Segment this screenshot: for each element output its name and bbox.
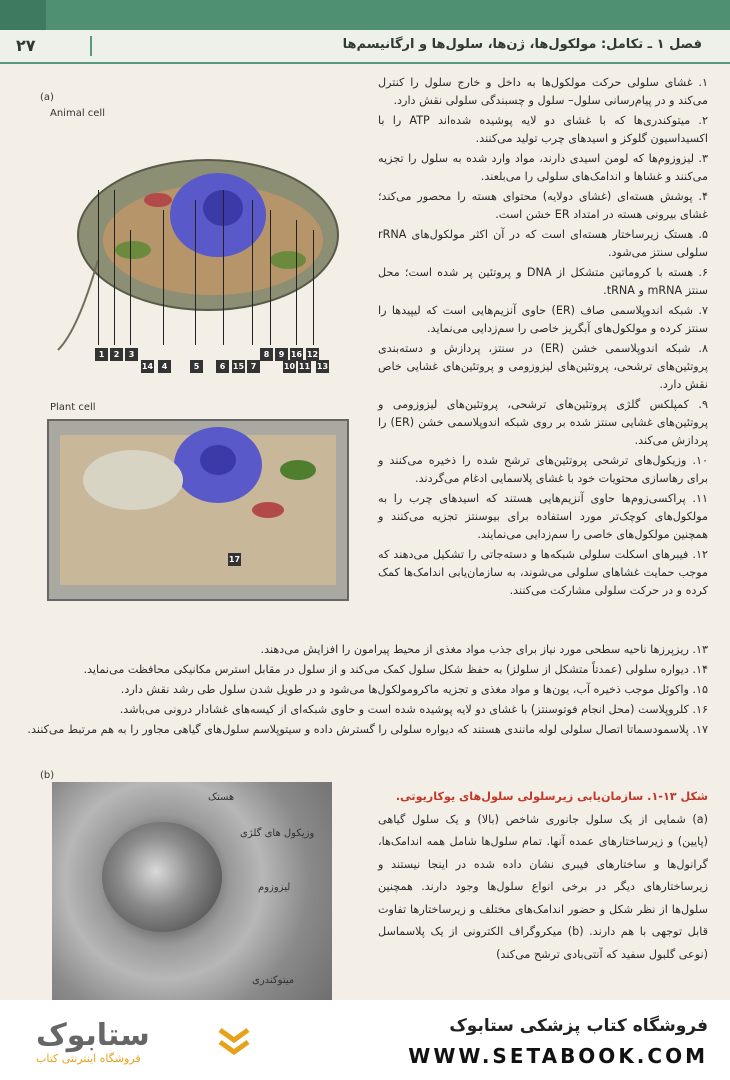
chapter-title: فصل ۱ ـ تکامل: مولکول‌ها، ژن‌ها، سلول‌ها و ارگانیسم‌ها xyxy=(342,37,702,52)
top-band xyxy=(0,0,730,30)
store-footer xyxy=(0,1000,730,1080)
store-logo-subtitle: فروشگاه اینترنتی کتاب xyxy=(36,1052,141,1065)
label-golgi-vesicles: وزیکول های گلژی xyxy=(240,828,315,839)
chevron-logo-icon xyxy=(216,1022,252,1058)
list-item: ۱۷. پلاسمودسماتا اتصال سلولی لوله مانندی هستند که دیواره سلولی را گسترش داده و سیتوپلاسم سلول‌های گیاهی مجاور را به هم مرتبط می‌کنند. xyxy=(27,723,708,736)
leader-8 xyxy=(270,210,271,345)
list-item: ۱۵. واکوئل موجب ذخیره آب، یون‌ها و مواد مغذی و تجزیه ماکرومولکول‌ها می‌شود و در طویل شدن سلول طی رشد نقش دارد. xyxy=(120,683,708,696)
leader-1 xyxy=(98,190,99,345)
organelle-list-continued xyxy=(27,640,708,740)
spine xyxy=(0,0,46,30)
caption-body: (a) شمایی از یک سلول جانوری شاخص (بالا) و یک سلول گیاهی (پایین) و زیرساختارهای عمده آنها. تمام سلول‌ها شامل همه اندامک‌ها، گرانول‌ها و ساختارهای فیبری نشان داده شده در اینجا نیستند و زیرساختارهای دیگر در برخی انواع سلول‌ها وجود دارند. همچنین سلول‌ها از نظر شکل و حضور اندامک‌های مختلف و زیرساختارها تفاوت قابل توجهی با هم دارند. (b) میکروگراف الکترونی از یک پلاسماسل (نوعی گلبول سفید که آنتی‌بادی ترشح می‌کند) xyxy=(378,812,708,961)
label-box-1: 1 xyxy=(95,348,108,361)
list-item: ۱۲. فیبرهای اسکلت سلولی شبکه‌ها و دسته‌جاتی را تشکیل می‌دهند که موجب حمایت غشاهای سلولی می‌شوند، به سازمان‌یابی اندامک‌ها کمک کرده و در حرکت سلولی مشارکت می‌کنند. xyxy=(378,548,708,597)
micrograph-nucleus xyxy=(102,822,222,932)
label-box-17: 17 xyxy=(228,555,241,564)
label-box-6: 6 xyxy=(216,360,229,373)
list-item: ۸. شبکه اندوپلاسمی خشن (ER) در سنتز، پردازش و دسته‌بندی پروتئین‌های ترشحی، پروتئین‌های لیزوزومی و پروتئین‌های غشایی خاص نقش دارد. xyxy=(378,342,708,391)
shop-name: فروشگاه کتاب پزشکی ستابوک xyxy=(449,1016,708,1036)
plant-nucleolus xyxy=(200,445,236,475)
page-header xyxy=(0,30,730,64)
list-item: ۵. هستک زیرساختار هسته‌ای است که در آن اکثر مولکول‌های rRNA سلولی سنتز می‌شود. xyxy=(378,228,708,259)
label-box-8: 8 xyxy=(260,348,273,361)
leader-10 xyxy=(313,230,314,345)
leader-4 xyxy=(163,210,164,345)
leader-3 xyxy=(130,230,131,345)
figure-b xyxy=(40,770,335,1000)
mitochondrion-a1 xyxy=(115,241,151,259)
vacuole xyxy=(83,450,183,510)
label-box-12: 12 xyxy=(306,350,319,359)
list-item: ۱۰. وزیکول‌های ترشحی پروتئین‌های ترشح شده را ذخیره می‌کنند و برای رهاسازی محتویات خود با غشای پلاسمایی ادغام می‌گردند. xyxy=(378,454,708,485)
label-box-5: 5 xyxy=(190,360,203,373)
list-item: ۱۶. کلروپلاست (محل انجام فوتوسنتز) با غشای دو لایه پوشیده شده است و حاوی شبکه‌ای از کیسه‌های غشادار درونی می‌باشد. xyxy=(119,703,708,716)
store-logo[interactable]: ستابوک xyxy=(36,1018,150,1053)
label-box-10: 10 xyxy=(283,362,296,371)
page-number: ۲۷ xyxy=(16,36,36,55)
list-item: ۱. غشای سلولی حرکت مولکول‌ها به داخل و خارج سلول را کنترل می‌کند و در پیام‌رسانی سلول– سلول و چسبندگی سلولی نقش دارد. xyxy=(378,76,708,107)
list-item: ۹. کمپلکس گلژی پروتئین‌های ترشحی، پروتئین‌های لیزوزومی و پروتئین‌های غشایی سنتز شده بر روی شبکه اندوپلاسمی خشن (ER) را پردازش می‌کند. xyxy=(378,398,708,447)
flagellum xyxy=(58,260,98,350)
shop-url[interactable]: WWW.SETABOOK.COM xyxy=(408,1044,708,1068)
lysosome-p xyxy=(252,502,284,518)
label-box-3: 3 xyxy=(125,348,138,361)
animal-cell-label: Animal cell xyxy=(50,108,105,119)
figure-caption xyxy=(378,786,708,966)
label-box-13: 13 xyxy=(316,362,329,371)
list-item: ۱۴. دیواره سلولی (عمدتاً متشکل از سلولز) به حفظ شکل سلول کمک می‌کند و از سلول در مقابل استرس مکانیکی محافظت می‌نماید. xyxy=(83,663,708,676)
leader-7 xyxy=(252,200,253,345)
label-box-14: 14 xyxy=(141,362,154,371)
list-item: ۶. هسته با کروماتین متشکل از DNA و پروتئین پر شده است؛ محل سنتز mRNA و tRNA. xyxy=(378,266,708,297)
list-item: ۷. شبکه اندوپلاسمی صاف (ER) حاوی آنزیم‌هایی است که لیپیدها را سنتز کرده و مولکول‌های آبگریز خاصی را سم‌زدایی می‌نماید. xyxy=(378,304,708,335)
leader-9 xyxy=(296,220,297,345)
label-box-7: 7 xyxy=(247,360,260,373)
label-mitochondria: میتوکندری xyxy=(252,975,295,986)
list-item: ۲. میتوکندری‌ها که با غشای دو لایه پوشیده شده‌اند ATP را با اکسیداسیون گلوکز و اسیدهای چرب تولید می‌کنند. xyxy=(378,114,708,145)
leader-5 xyxy=(195,200,196,345)
leader-6 xyxy=(223,190,224,345)
list-item: ۱۳. ریزپرزها ناحیه سطحی مورد نیاز برای جذب مواد مغذی از محیط پیرامون را افزایش می‌دهند. xyxy=(260,643,708,656)
label-lysosome: لیزوزوم xyxy=(258,882,291,893)
label-box-11: 11 xyxy=(298,362,311,371)
figure-b-panel-label: (b) xyxy=(40,770,55,781)
label-box-15: 15 xyxy=(232,362,245,371)
mitochondrion-a2 xyxy=(270,251,306,269)
caption-title: شکل ۱۳-۱. سازمان‌یابی زیرسلولی سلول‌های یوکاریوتی. xyxy=(395,790,708,803)
leader-2 xyxy=(114,190,115,345)
list-item: ۴. پوشش هسته‌ای (غشای دولایه) محتوای هسته را محصور می‌کند؛ غشای بیرونی هسته در امتداد ER خشن است. xyxy=(378,190,708,221)
label-nucleolus: هستک xyxy=(208,792,235,803)
organelle-list xyxy=(378,74,708,602)
label-box-16: 16 xyxy=(290,350,303,359)
chloroplast xyxy=(280,460,316,480)
header-divider xyxy=(90,36,92,56)
figure-a xyxy=(38,90,368,610)
list-item: ۱۱. پراکسی‌زوم‌ها حاوی آنزیم‌هایی هستند که اسیدهای چرب را به مولکول‌های کوچک‌تر مورد استفاده برای بیوسنتز تجزیه می‌کنند و همچنین مولکول‌های خاصی را سم‌زدایی می‌نمایند. xyxy=(378,492,708,541)
label-box-9: 9 xyxy=(275,348,288,361)
plant-cell-label: Plant cell xyxy=(50,402,96,413)
list-item: ۳. لیزوزوم‌ها که لومن اسیدی دارند، مواد وارد شده به سلول را تجزیه می‌کنند و غشاها و اندامک‌های سلولی را می‌بلعند. xyxy=(378,152,708,183)
label-box-2: 2 xyxy=(110,348,123,361)
figure-a-panel-label: (a) xyxy=(40,92,54,103)
label-box-4: 4 xyxy=(158,360,171,373)
lysosome-a xyxy=(144,193,172,207)
